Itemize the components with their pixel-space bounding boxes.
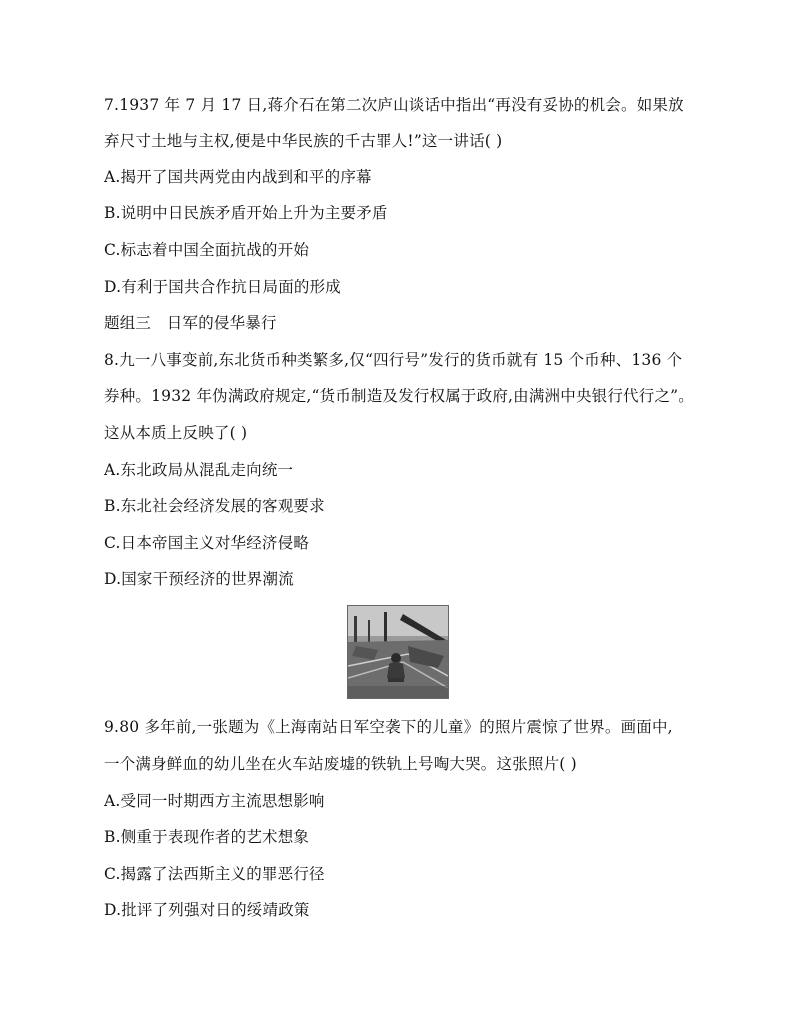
q7-stem-line-1: 7.1937 年 7 月 17 日,蒋介石在第二次庐山谈话中指出“再没有妥协的机会。如果放 <box>104 96 684 114</box>
q9-stem-line-1: 9.80 多年前,一张题为《上海南站日军空袭下的儿童》的照片震惊了世界。画面中, <box>104 718 673 736</box>
q7-option-d: D.有利于国共合作抗日局面的形成 <box>104 278 342 296</box>
shanghai-south-station-photo <box>347 605 449 699</box>
q9-option-c: C.揭露了法西斯主义的罪恶行径 <box>104 865 325 883</box>
q9-option-b: B.侧重于表现作者的艺术想象 <box>104 828 310 846</box>
q7-option-b: B.说明中日民族矛盾开始上升为主要矛盾 <box>104 204 388 222</box>
q8-option-b: B.东北社会经济发展的客观要求 <box>104 497 325 515</box>
q8-stem-line-3: 这从本质上反映了( ) <box>104 424 248 442</box>
q8-stem-line-2: 券种。1932 年伪满政府规定,“货币制造及发行权属于政府,由满洲中央银行代行之”。 <box>104 387 694 405</box>
section-heading: 题组三 日军的侵华暴行 <box>104 314 277 332</box>
q7-stem-line-2: 弃尺寸土地与主权,便是中华民族的千古罪人!”这一讲话( ) <box>104 132 503 150</box>
q9-option-a: A.受同一时期西方主流思想影响 <box>104 792 325 810</box>
q9-option-d: D.批评了列强对日的绥靖政策 <box>104 901 310 919</box>
q8-stem-line-1: 8.九一八事变前,东北货币种类繁多,仅“四行号”发行的货币就有 15 个币种、136 个 <box>104 351 683 369</box>
q8-option-c: C.日本帝国主义对华经济侵略 <box>104 534 310 552</box>
q7-option-a: A.揭开了国共两党由内战到和平的序幕 <box>104 168 372 186</box>
q8-option-a: A.东北政局从混乱走向统一 <box>104 461 294 479</box>
q7-option-c: C.标志着中国全面抗战的开始 <box>104 241 310 259</box>
q9-stem-line-2: 一个满身鲜血的幼儿坐在火车站废墟的铁轨上号啕大哭。这张照片( ) <box>104 755 577 773</box>
photo-illustration <box>348 606 448 698</box>
q8-option-d: D.国家干预经济的世界潮流 <box>104 570 294 588</box>
